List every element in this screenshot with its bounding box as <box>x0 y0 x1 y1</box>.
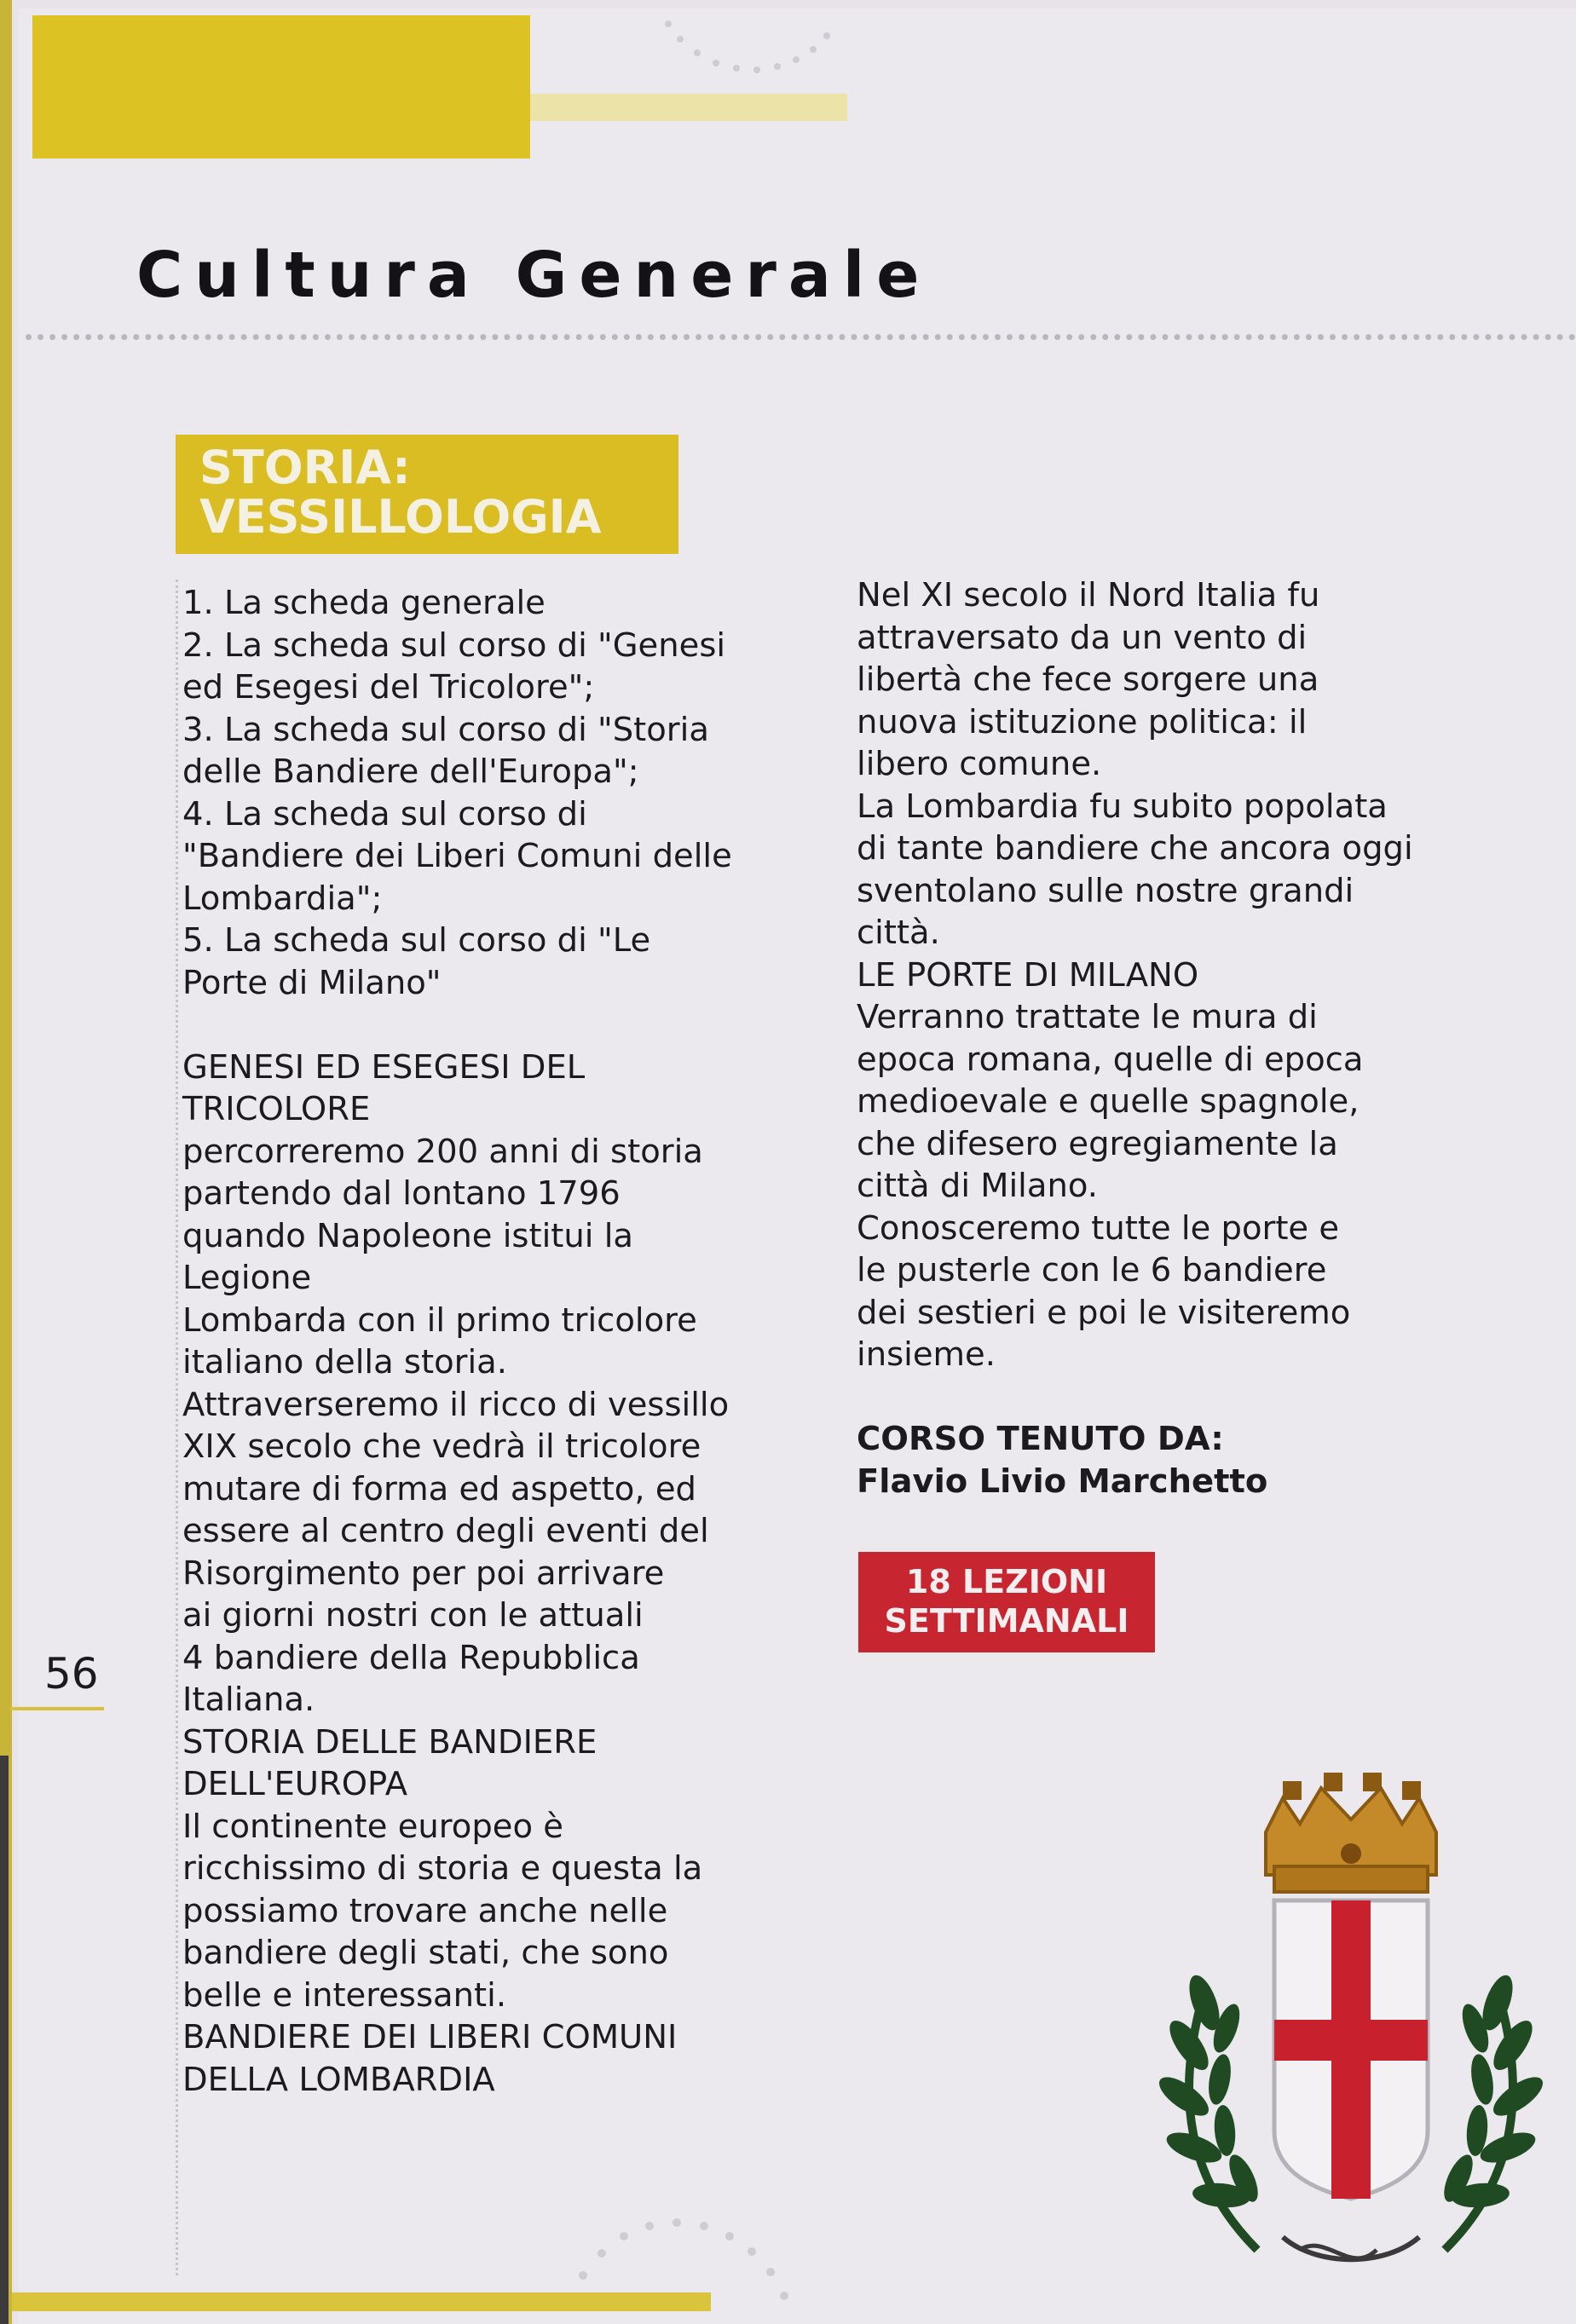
topic-label-line-2: VESSILLOLOGIA <box>199 490 602 544</box>
page-number: 56 <box>44 1649 99 1698</box>
list-line: ed Esegesi del Tricolore"; <box>182 668 595 706</box>
list-line: Lombardia"; <box>182 879 383 918</box>
body-line: libertà che fece sorgere una <box>857 660 1319 699</box>
body-line: nuova istituzione politica: il <box>857 702 1308 741</box>
body-line: partendo dal lontano 1796 <box>182 1174 621 1213</box>
list-line: "Bandiere dei Liberi Comuni delle <box>182 837 732 875</box>
body-line: dei sestieri e poi le visiteremo <box>857 1293 1351 1332</box>
left-column <box>182 582 830 2101</box>
body-line: percorreremo 200 anni di storia <box>182 1132 703 1171</box>
badge-line-2: SETTIMANALI <box>884 1602 1129 1640</box>
list-line: 5. La scheda sul corso di "Le <box>182 921 651 960</box>
body-line: DELLA LOMBARDIA <box>182 2060 495 2099</box>
header-yellow-strip <box>530 94 847 121</box>
course-byline <box>857 1418 1538 1502</box>
column-dotted-rule <box>176 580 178 2275</box>
body-line: Conosceremo tutte le porte e <box>857 1208 1340 1248</box>
body-line: DELL'EUROPA <box>182 1765 408 1803</box>
body-line: ricchissimo di storia e questa la <box>182 1849 703 1888</box>
body-line: ai giorni nostri con le attuali <box>182 1596 644 1635</box>
body-line: XIX secolo che vedrà il tricolore <box>182 1427 701 1466</box>
shield-icon <box>1274 1900 1428 2199</box>
list-line: 2. La scheda sul corso di "Genesi <box>182 626 726 665</box>
list-line: delle Bandiere dell'Europa"; <box>182 753 639 791</box>
list-line: 3. La scheda sul corso di "Storia <box>182 710 709 749</box>
byline-label: CORSO TENUTO DA: <box>857 1420 1224 1458</box>
body-line: italiano della storia. <box>182 1343 507 1381</box>
body-line: Il continente europeo è <box>182 1807 563 1846</box>
body-line: BANDIERE DEI LIBERI COMUNI <box>182 2018 678 2056</box>
body-line: sventolano sulle nostre grandi <box>857 871 1354 910</box>
list-line: Porte di Milano" <box>182 963 442 1002</box>
milan-coat-of-arms-icon <box>1155 1773 1547 2284</box>
body-line: essere al centro degli eventi del <box>182 1512 709 1550</box>
body-line: quando Napoleone istitui la <box>182 1216 633 1255</box>
header-yellow-block <box>32 15 530 159</box>
body-line: TRICOLORE <box>182 1090 371 1128</box>
paragraph-gap <box>857 1376 1538 1419</box>
body-line: libero comune. <box>857 745 1102 783</box>
body-line: città di Milano. <box>857 1167 1098 1205</box>
paragraph-gap <box>182 1004 830 1047</box>
body-line: Nel XI secolo il Nord Italia fu <box>857 576 1320 614</box>
body-line: GENESI ED ESEGESI DEL <box>182 1047 586 1087</box>
body-line: epoca romana, quelle di epoca <box>857 1040 1364 1079</box>
course-list <box>182 582 830 1004</box>
body-line: Lombarda con il primo tricolore <box>182 1300 697 1340</box>
body-line: città. <box>857 914 940 952</box>
body-line: 4 bandiere della Repubblica <box>182 1638 640 1677</box>
topic-label-line-1: STORIA: <box>199 441 411 494</box>
list-line: 4. La scheda sul corso di <box>182 794 587 833</box>
body-line: Verranno trattate le mura di <box>857 998 1318 1036</box>
body-line: Risorgimento per poi arrivare <box>182 1554 665 1593</box>
body-line: medioevale e quelle spagnole, <box>857 1082 1360 1121</box>
title-dotted-rule <box>26 334 1576 340</box>
right-body-text <box>857 574 1538 1376</box>
body-line: attraversato da un vento di <box>857 618 1308 657</box>
spine-shadow <box>0 1756 9 2324</box>
topic-label <box>176 435 678 554</box>
body-line: belle e interessanti. <box>182 1975 507 2015</box>
body-line: di tante bandiere che ancora oggi <box>857 829 1413 868</box>
badge-line-1: 18 LEZIONI <box>905 1563 1108 1600</box>
body-line: che difesero egregiamente la <box>857 1124 1338 1163</box>
body-line: le pusterle con le 6 bandiere <box>857 1251 1327 1289</box>
list-line: 1. La scheda generale <box>182 584 546 622</box>
body-line: LE PORTE DI MILANO <box>857 955 1199 995</box>
body-line: La Lombardia fu subito popolata <box>857 787 1388 826</box>
body-line: mutare di forma ed aspetto, ed <box>182 1469 696 1508</box>
crown-icon <box>1266 1773 1436 1892</box>
body-line: bandiere degli stati, che sono <box>182 1934 669 1972</box>
body-line: insieme. <box>857 1335 996 1374</box>
byline-name: Flavio Livio Marchetto <box>857 1462 1268 1501</box>
left-body-text <box>182 1047 830 2102</box>
body-line: Legione <box>182 1259 312 1297</box>
section-title: Cultura Generale <box>136 239 932 312</box>
decorative-dots-top <box>656 15 844 84</box>
body-line: STORIA DELLE BANDIERE <box>182 1722 597 1762</box>
body-line: possiamo trovare anche nelle <box>182 1891 668 1930</box>
footer-yellow-strip <box>12 2292 711 2311</box>
body-line: Attraverseremo il ricco di vessillo <box>182 1385 730 1424</box>
lessons-badge <box>858 1552 1155 1652</box>
body-line: Italiana. <box>182 1681 315 1719</box>
page-number-rule <box>10 1707 104 1710</box>
right-column <box>857 574 1538 1502</box>
